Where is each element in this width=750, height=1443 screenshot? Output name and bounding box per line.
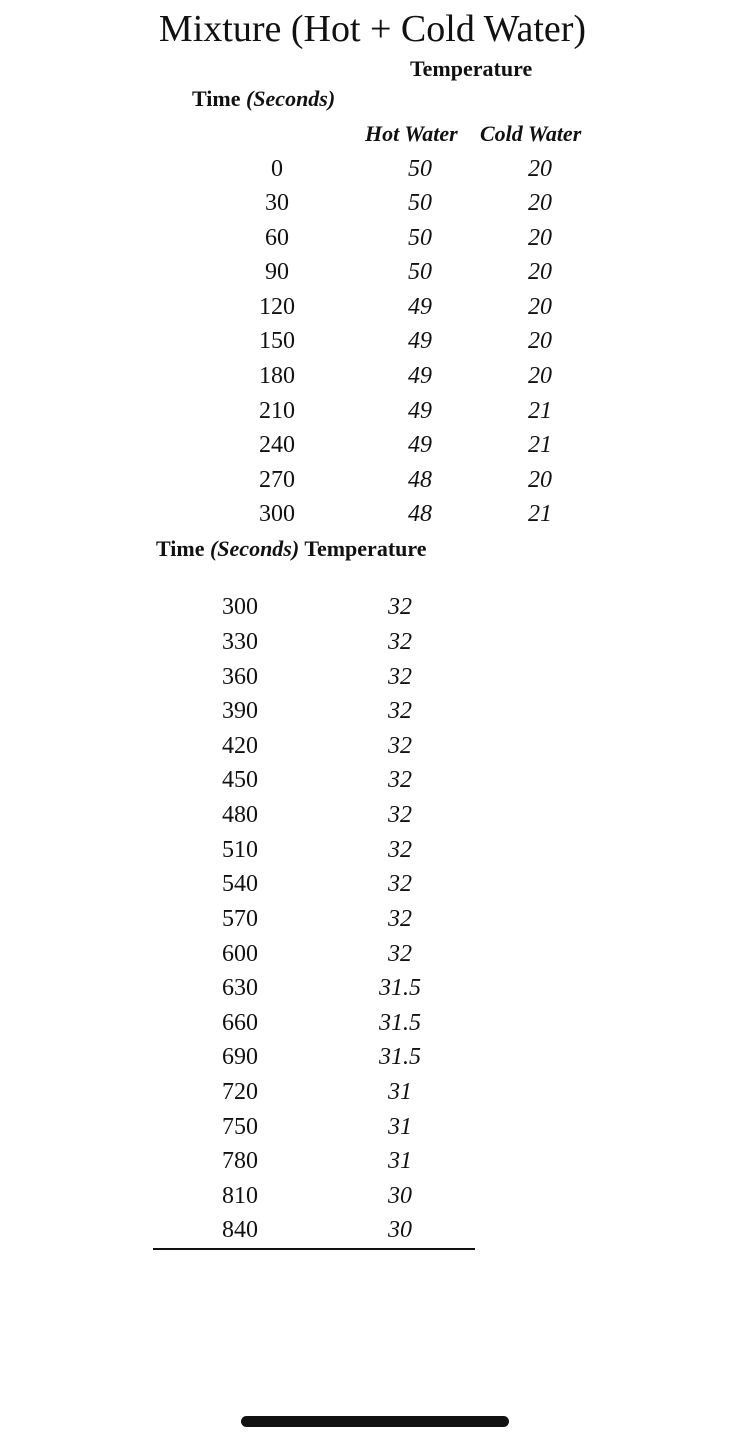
table1-time-cell: 240 xyxy=(259,432,295,458)
hot-water-header: Hot Water xyxy=(365,121,458,146)
table2-temp-cell: 32 xyxy=(388,629,412,655)
table2-temp-cell: 32 xyxy=(388,906,412,932)
table2-temp-cell: 32 xyxy=(388,698,412,724)
time-header-unit: (Seconds) xyxy=(209,536,300,561)
table2-time-cell: 720 xyxy=(222,1079,258,1105)
table2-temp-cell: 31 xyxy=(388,1114,412,1140)
table1-cold-cell: 21 xyxy=(528,432,552,458)
table2-time-cell: 420 xyxy=(222,733,258,759)
table2-time-cell: 480 xyxy=(222,802,258,828)
table2-time-cell: 330 xyxy=(222,629,258,655)
table2-time-cell: 780 xyxy=(222,1148,258,1174)
table2-time-cell: 840 xyxy=(222,1217,258,1243)
table2-temp-cell: 32 xyxy=(388,941,412,967)
table1-time-cell: 120 xyxy=(259,294,295,320)
table1-cold-cell: 20 xyxy=(528,363,552,389)
table1-hot-cell: 49 xyxy=(408,294,432,320)
time-header-label: Time xyxy=(192,86,241,111)
table2-temp-cell: 32 xyxy=(388,664,412,690)
time-header xyxy=(192,85,335,113)
home-indicator[interactable] xyxy=(241,1416,509,1427)
table2-time-cell: 300 xyxy=(222,594,258,620)
time-header-label: Time xyxy=(156,536,205,561)
table1-hot-cell: 48 xyxy=(408,467,432,493)
table1-cold-cell: 21 xyxy=(528,501,552,527)
table1-hot-cell: 50 xyxy=(408,156,432,182)
table1-cold-cell: 20 xyxy=(528,259,552,285)
table1-time-cell: 30 xyxy=(265,190,289,216)
table2-temp-cell: 32 xyxy=(388,837,412,863)
table1-time-cell: 300 xyxy=(259,501,295,527)
table1-hot-cell: 48 xyxy=(408,501,432,527)
table1-time-cell: 270 xyxy=(259,467,295,493)
table2-time-cell: 510 xyxy=(222,837,258,863)
table1-cold-cell: 20 xyxy=(528,467,552,493)
table2-temp-cell: 31.5 xyxy=(379,1010,421,1036)
table1-time-cell: 90 xyxy=(265,259,289,285)
table1-time-cell: 150 xyxy=(259,328,295,354)
table1-cold-cell: 21 xyxy=(528,398,552,424)
cold-water-header: Cold Water xyxy=(480,121,582,146)
table1-hot-cell: 49 xyxy=(408,363,432,389)
table2-time-cell: 630 xyxy=(222,975,258,1001)
table1-hot-cell: 50 xyxy=(408,225,432,251)
page-title: Mixture (Hot + Cold Water) xyxy=(158,8,587,50)
table1-hot-cell: 50 xyxy=(408,259,432,285)
table2-temp-cell: 31.5 xyxy=(379,1044,421,1070)
table2-time-cell: 660 xyxy=(222,1010,258,1036)
temperature-header: Temperature xyxy=(304,536,427,561)
table1-hot-cell: 49 xyxy=(408,398,432,424)
table2-time-cell: 750 xyxy=(222,1114,258,1140)
table2-time-cell: 810 xyxy=(222,1183,258,1209)
table1-time-cell: 60 xyxy=(265,225,289,251)
table2-time-cell: 450 xyxy=(222,767,258,793)
table1-time-cell: 180 xyxy=(259,363,295,389)
table2-temp-cell: 32 xyxy=(388,767,412,793)
mixture-table-header xyxy=(156,535,427,563)
table1-cold-cell: 20 xyxy=(528,225,552,251)
table1-hot-cell: 49 xyxy=(408,328,432,354)
table1-hot-cell: 49 xyxy=(408,432,432,458)
table2-temp-cell: 32 xyxy=(388,594,412,620)
table2-temp-cell: 31 xyxy=(388,1079,412,1105)
table2-temp-cell: 30 xyxy=(388,1183,412,1209)
table2-time-cell: 360 xyxy=(222,664,258,690)
table1-hot-cell: 50 xyxy=(408,190,432,216)
table2-temp-cell: 31 xyxy=(388,1148,412,1174)
table1-cold-cell: 20 xyxy=(528,294,552,320)
table2-temp-cell: 32 xyxy=(388,733,412,759)
table2-temp-cell: 32 xyxy=(388,871,412,897)
table2-temp-cell: 31.5 xyxy=(379,975,421,1001)
table1-time-cell: 210 xyxy=(259,398,295,424)
table1-cold-cell: 20 xyxy=(528,328,552,354)
table1-time-cell: 0 xyxy=(271,156,283,182)
table-bottom-rule xyxy=(153,1248,475,1250)
table2-time-cell: 690 xyxy=(222,1044,258,1070)
table2-time-cell: 600 xyxy=(222,941,258,967)
table2-time-cell: 390 xyxy=(222,698,258,724)
table2-time-cell: 570 xyxy=(222,906,258,932)
table2-temp-cell: 32 xyxy=(388,802,412,828)
table1-cold-cell: 20 xyxy=(528,156,552,182)
time-header-unit: (Seconds) xyxy=(245,86,336,111)
table2-time-cell: 540 xyxy=(222,871,258,897)
table2-temp-cell: 30 xyxy=(388,1217,412,1243)
temperature-group-header: Temperature xyxy=(410,56,533,81)
table1-cold-cell: 20 xyxy=(528,190,552,216)
